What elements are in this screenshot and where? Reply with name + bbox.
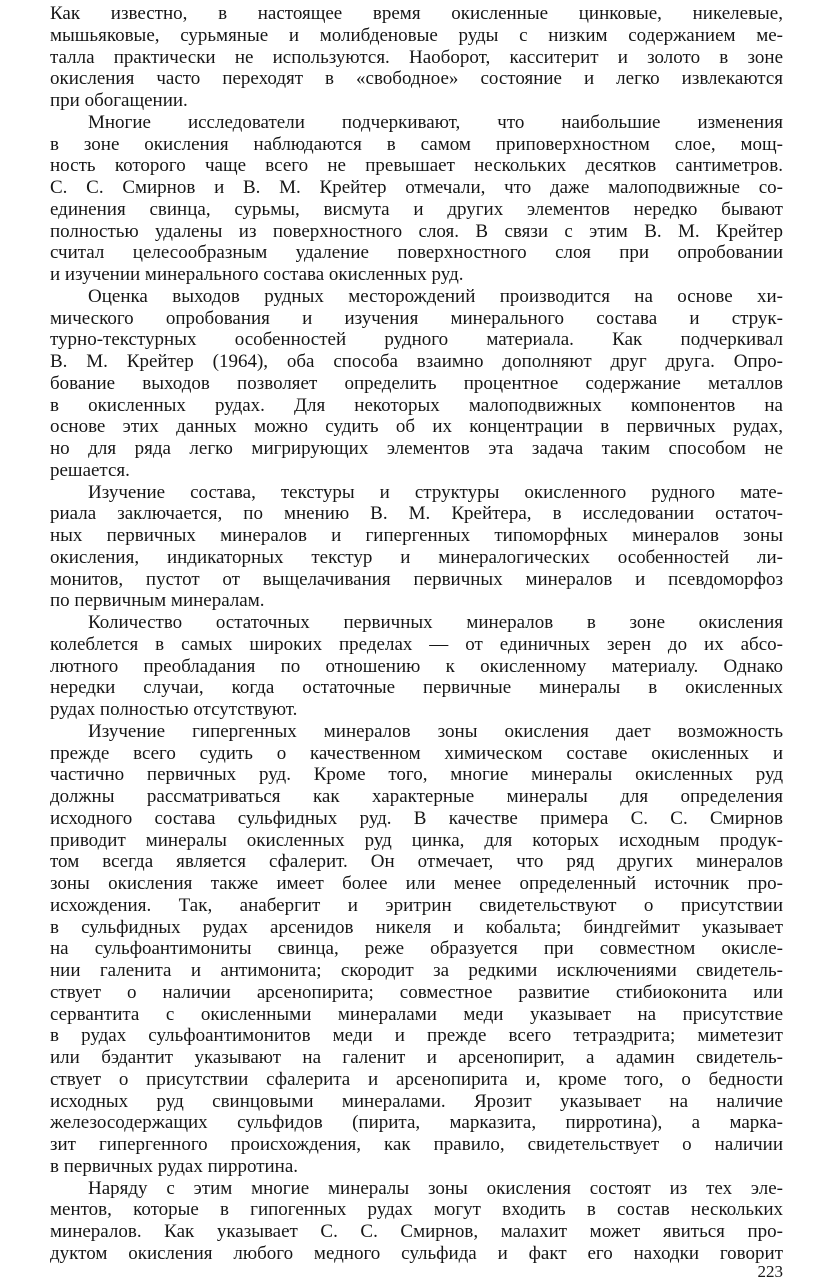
text-line: зоны окисления также имеет более или менее определенный источник про- — [50, 873, 783, 894]
paragraph — [50, 612, 783, 721]
text-line: том всегда является сфалерит. Он отмечает, что ряд других минералов — [50, 851, 783, 873]
text-line: в рудах сульфоантимонитов меди и прежде всего тетраэдрита; миметезит — [50, 1025, 783, 1047]
text-line: Наряду с этим многие минералы зоны окисления состоят из тех эле- — [88, 1177, 783, 1199]
text-line: исходных руд свинцовыми минералами. Ярозит указывает на наличие — [50, 1090, 783, 1112]
paragraph — [50, 721, 783, 1178]
text-line: Оценка выходов рудных месторождений производится на основе хи- — [88, 285, 783, 307]
page-body — [50, 3, 783, 1265]
text-line: В. М. Крейтер (1964), оба способа взаимно дополняют друг друга. Опро- — [50, 351, 783, 372]
text-line: в зоне окисления наблюдаются в самом приповерхностном слое, мощ- — [50, 133, 783, 155]
text-line: основе этих данных можно судить об их концентрации в первичных рудах, — [50, 416, 783, 438]
text-line: должны рассматриваться как характерные минералы для определения — [50, 786, 783, 807]
text-line: ствует о присутствии сфалерита и арсенопирита и, кроме того, о бедности — [50, 1068, 783, 1090]
text-line: Изучение состава, текстуры и структуры окисленного рудного мате- — [88, 481, 783, 503]
text-line: Изучение гипергенных минералов зоны окисления дает возможность — [88, 720, 783, 742]
paragraph — [50, 3, 783, 112]
text-line: риала заключается, по мнению В. М. Крейтера, в исследовании остаточ- — [50, 503, 783, 525]
text-line: талла практически не используются. Наоборот, касситерит и золото в зоне — [50, 46, 783, 68]
paragraph — [50, 1178, 783, 1265]
text-line: считал целесообразным удаление поверхностного слоя при опробовании — [50, 242, 783, 264]
text-line: и изучении минерального состава окисленных руд. — [50, 264, 464, 285]
text-line: Количество остаточных первичных минералов в зоне окисления — [88, 612, 783, 633]
text-line: на сульфоантимониты свинца, реже образуется при совместном окисле- — [50, 938, 783, 960]
text-line: Многие исследователи подчеркивают, что наибольшие изменения — [88, 111, 783, 133]
paragraph — [50, 112, 783, 286]
text-line: в сульфидных рудах арсенидов никеля и кобальта; биндгеймит указывает — [50, 916, 783, 938]
text-line: минералов. Как указывает С. С. Смирнов, малахит может явиться про- — [50, 1221, 783, 1242]
text-line: бование выходов позволяет определить процентное содержание металлов — [50, 372, 783, 394]
text-line: нии галенита и антимонита; скородит за редкими исключениями свидетель- — [50, 960, 783, 981]
text-line: монитов, пустот от выщелачивания первичных минералов и псевдоморфоз — [50, 568, 783, 590]
text-line: решается. — [50, 459, 130, 481]
text-line: полностью удалены из поверхностного слоя. В связи с этим В. М. Крейтер — [50, 220, 783, 242]
text-line: рудах полностью отсутствуют. — [50, 699, 298, 720]
text-line: но для ряда легко мигрирующих элементов эта задача таким способом не — [50, 438, 783, 459]
text-line: ментов, которые в гипогенных рудах могут входить в состав нескольких — [50, 1199, 783, 1221]
text-line: прежде всего судить о качественном химическом составе окисленных и — [50, 742, 783, 764]
text-line: зит гипергенного происхождения, как правило, свидетельствует о наличии — [50, 1134, 783, 1155]
text-line: Как известно, в настоящее время окисленные цинковые, никелевые, — [50, 3, 783, 24]
text-line: в окисленных рудах. Для некоторых малоподвижных компонентов на — [50, 394, 783, 416]
text-line: или бэдантит указывают на галенит и арсенопирит, а адамин свидетель- — [50, 1047, 783, 1068]
text-line: ных первичных минералов и гипергенных типоморфных минералов зоны — [50, 525, 783, 546]
text-line: мышьяковые, сурьмяные и молибденовые руды с низким содержанием ме- — [50, 24, 783, 46]
text-line: лютного преобладания по отношению к окисленному материалу. Однако — [50, 655, 783, 677]
text-line: окисления, индикаторных текстур и минералогических особенностей ли- — [50, 546, 783, 568]
text-line: при обогащении. — [50, 90, 188, 111]
text-line: турно-текстурных особенностей рудного материала. Как подчеркивал — [50, 329, 783, 351]
page-number: 223 — [757, 1262, 783, 1281]
text-line: С. С. Смирнов и В. М. Крейтер отмечали, что даже малоподвижные со- — [50, 177, 783, 198]
text-line: дуктом окисления любого медного сульфида и факт его находки говорит — [50, 1242, 783, 1264]
text-line: мического опробования и изучения минерального состава и струк- — [50, 307, 783, 329]
text-line: железосодержащих сульфидов (пирита, марказита, пирротина), а марка- — [50, 1112, 783, 1134]
text-line: ствует о наличии арсенопирита; совместное развитие стибиоконита или — [50, 981, 783, 1003]
text-line: исхождения. Так, анабергит и эритрин свидетельствуют о присутствии — [50, 894, 783, 916]
text-line: исходного состава сульфидных руд. В качестве примера С. С. Смирнов — [50, 807, 783, 829]
text-line: нередки случаи, когда остаточные первичные минералы в окисленных — [50, 677, 783, 699]
paragraph — [50, 286, 783, 482]
text-line: в первичных рудах пирротина. — [50, 1155, 299, 1177]
text-line: по первичным минералам. — [50, 590, 265, 612]
text-line: сервантита с окисленными минералами меди указывает на присутствие — [50, 1003, 783, 1025]
text-line: приводит минералы окисленных руд цинка, для которых исходным продук- — [50, 829, 783, 851]
paragraph — [50, 482, 783, 613]
text-line: окисления часто переходят в «свободное» состояние и легко извлекаются — [50, 68, 783, 90]
text-line: частично первичных руд. Кроме того, многие минералы окисленных руд — [50, 764, 783, 786]
text-line: единения свинца, сурьмы, висмута и других элементов нередко бывают — [50, 198, 783, 220]
text-line: ность которого чаще всего не превышает нескольких десятков сантиметров. — [50, 155, 783, 177]
text-line: колеблется в самых широких пределах — от единичных зерен до их абсо- — [50, 633, 783, 655]
